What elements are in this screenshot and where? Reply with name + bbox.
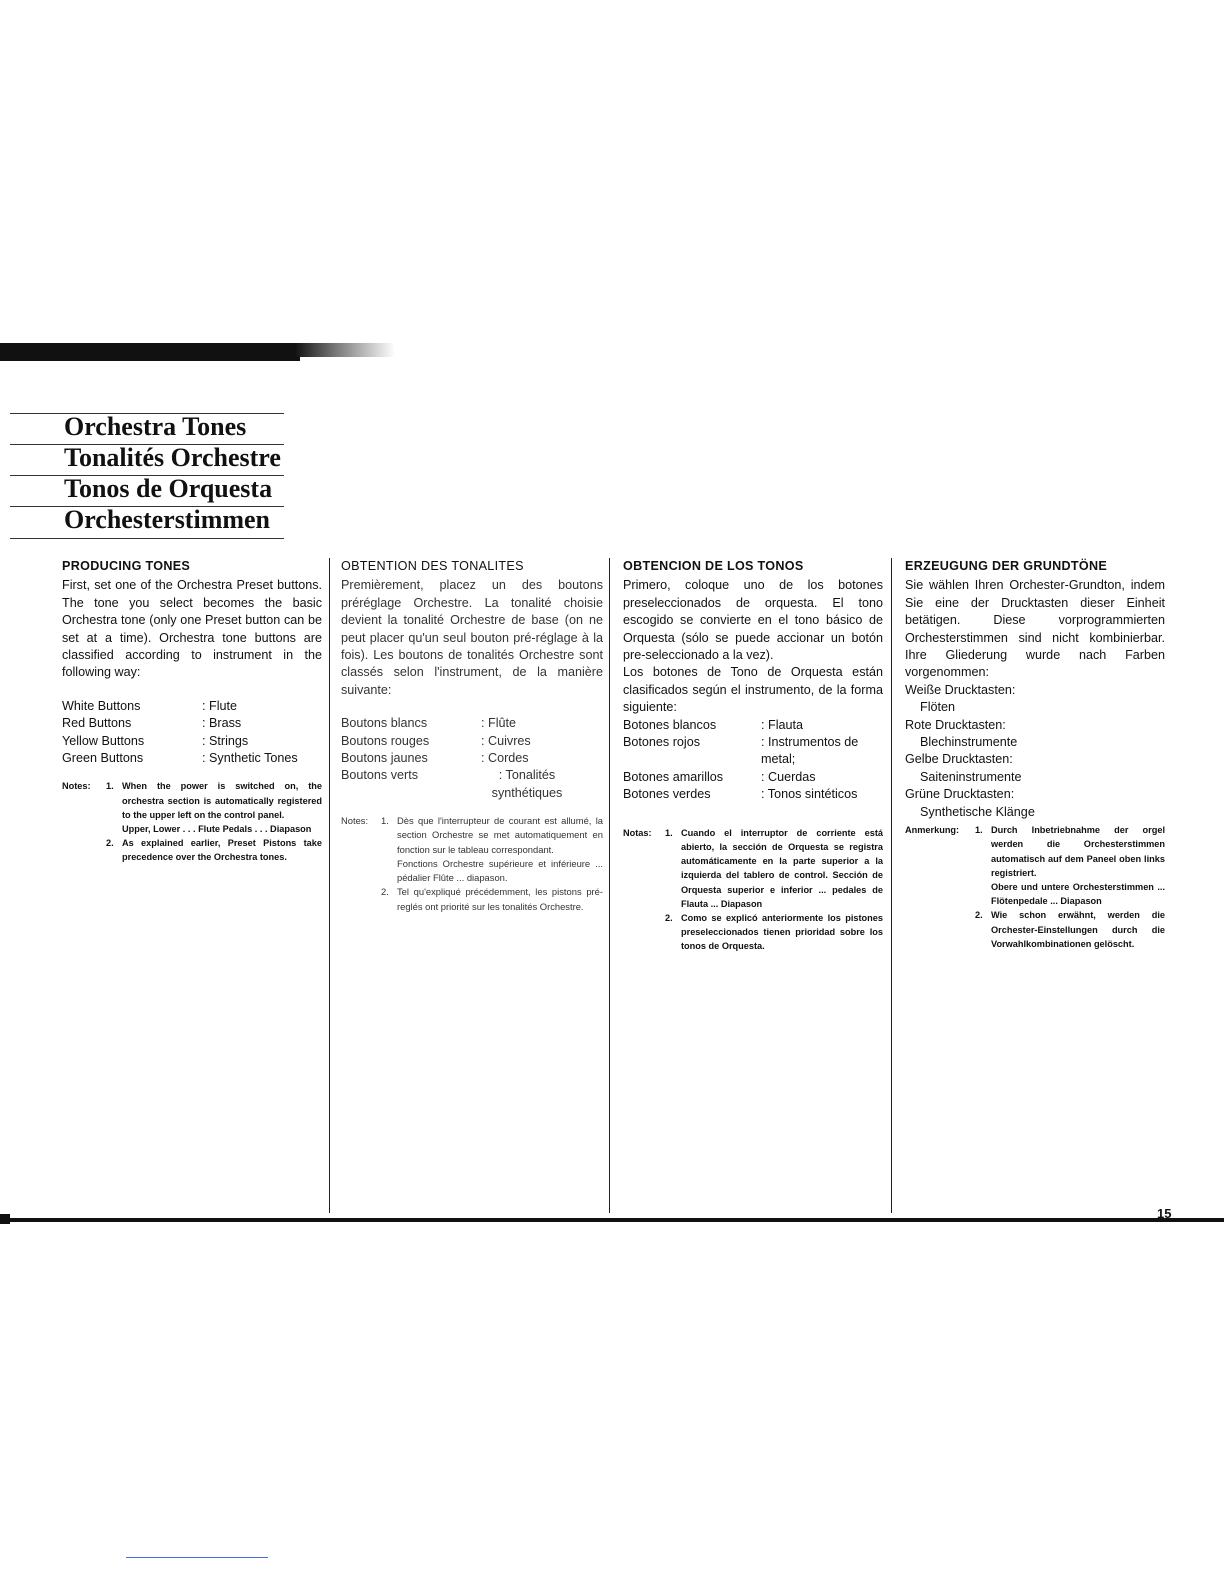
english-column: [62, 558, 322, 865]
notes-label: Notas:: [623, 827, 652, 838]
list-item: [341, 715, 603, 732]
list-value: : Cuerdas: [761, 769, 816, 784]
list-item: [62, 715, 322, 732]
section-heading: OBTENCION DE LOS TONOS: [623, 559, 804, 573]
list-key: Boutons verts: [341, 768, 419, 783]
list-value: Synthetische Klänge: [920, 804, 1035, 819]
list-key: Botones blancos: [623, 717, 717, 732]
top-decorative-bar: [0, 343, 395, 367]
button-color-list: [62, 698, 322, 768]
notes-block: [623, 826, 883, 954]
list-key: Botones verdes: [623, 787, 711, 802]
list-key: Gelbe Drucktasten:: [905, 752, 1013, 767]
french-column: [341, 558, 603, 914]
note-2: Como se explicó anteriormente los pistones preseleccionados tienen prioridad sobre los tonos de Orquesta.: [681, 912, 883, 952]
list-key: White Buttons: [62, 698, 141, 713]
list-key: Red Buttons: [62, 716, 132, 731]
note-2: As explained earlier, Preset Pistons take precedence over the Orchestra tones.: [122, 838, 322, 863]
list-item: [623, 786, 883, 803]
list-value: : Instrumentos de metal;: [761, 735, 859, 767]
column-divider: [329, 558, 330, 1213]
note-1b: Upper, Lower . . . Flute Pedals . . . Diapason: [122, 824, 312, 835]
list-value: : Synthetic Tones: [202, 751, 298, 766]
notes-block: [341, 814, 603, 913]
title-spanish: [0, 470, 300, 501]
title-bottom-rule: [10, 538, 284, 539]
list-key: Boutons jaunes: [341, 751, 428, 766]
top-bar-fade: [295, 343, 395, 357]
german-column: [905, 558, 1165, 951]
note-text: [122, 779, 322, 836]
list-value: Saiteninstrumente: [920, 769, 1022, 784]
list-item: [341, 733, 603, 750]
list-value: : Strings: [202, 733, 249, 748]
list-key: Grüne Drucktasten:: [905, 787, 1015, 802]
list-item: [62, 750, 322, 767]
list-item: [341, 767, 603, 802]
notes-label: Notes:: [341, 815, 369, 827]
title-text: Tonos de Orquesta: [64, 474, 273, 503]
list-value: : Tonos sintéticos: [761, 787, 858, 802]
section-heading: ERZEUGUNG DER GRUNDTÖNE: [905, 559, 1108, 573]
page-number: 15: [1157, 1206, 1172, 1221]
note-1: Dès que l'interrupteur de courant est allumé, la section Orchestre se met automatiquement en fonction sur le tableau correspondant.: [397, 815, 603, 855]
list-value: : Cuivres: [481, 733, 531, 748]
notes-label: Notes:: [62, 781, 91, 792]
section-heading: OBTENTION DES TONALITES: [341, 559, 524, 573]
note-text: [397, 814, 603, 885]
note-1b: Obere und untere Orchesterstimmen ... Flötenpedale ... Diapason: [991, 881, 1165, 907]
notes-label: Anmerkung:: [905, 825, 960, 836]
title-german: [0, 501, 300, 532]
note-1b: Fonctions Orchestre supérieure et inférieure ... pédalier Flûte ... diapason.: [397, 857, 603, 884]
list-item: [62, 733, 322, 750]
list-value: Flöten: [920, 700, 956, 715]
note-number: 1.: [665, 827, 673, 838]
list-key: Rote Drucktasten:: [905, 717, 1006, 732]
note-number: 2.: [975, 910, 983, 921]
note-2: Wie schon erwähnt, werden die Orchester-Einstellungen durch die Vorwahlkombinationen gelöscht.: [991, 910, 1165, 949]
column-divider: [891, 558, 892, 1213]
title-block: [0, 408, 300, 532]
list-item: [62, 698, 322, 715]
note-number: 2.: [665, 912, 673, 923]
title-text: Orchestra Tones: [64, 412, 247, 441]
note-number: 2.: [106, 838, 114, 849]
top-bar-solid: [0, 343, 300, 361]
list-key: Weiße Drucktasten:: [905, 682, 1016, 697]
list-item: [623, 769, 883, 786]
list-key: Boutons blancs: [341, 716, 428, 731]
note-text: [991, 823, 1165, 908]
title-french: [0, 439, 300, 470]
body-text: First, set one of the Orchestra Preset buttons. The tone you select becomes the basic Orchestra tone (only one Preset button can be set at a time). Orchestra tone buttons are classified according to instrument in the following way:: [62, 578, 322, 680]
note-number: 1.: [975, 825, 983, 836]
spanish-column: [623, 558, 883, 954]
column-divider: [609, 558, 610, 1213]
list-item: [623, 734, 883, 769]
title-text: Tonalités Orchestre: [64, 443, 281, 472]
list-value: Blechinstrumente: [920, 735, 1018, 750]
list-value: : Flauta: [761, 717, 803, 732]
note-1: When the power is switched on, the orchestra section is automatically registered to the upper left on the control panel.: [122, 781, 322, 820]
list-value: : Tonalités synthétiques: [491, 768, 563, 800]
list-value: : Brass: [202, 716, 242, 731]
bottom-rule: [0, 1218, 1224, 1222]
note-1: Durch Inbetriebnahme der orgel werden die Orchesterstimmen automatisch auf dem Paneel oben links registriert.: [991, 825, 1165, 878]
body-text: Sie wählen Ihren Orchester-Grundton, indem Sie eine der Drucktasten dieser Einheit betätigen. Diese vorprogrammierten Orchesterstimmen sind nicht kombinierbar. Ihre Gliederung wurde nach Farben vorgenommen:: [905, 578, 1165, 680]
list-key: Botones rojos: [623, 735, 701, 750]
note-number: 2.: [381, 886, 389, 898]
list-key: Yellow Buttons: [62, 733, 145, 748]
body-text-2: Los botones de Tono de Orquesta están clasificados según el instrumento, de la forma siguiente:: [623, 665, 883, 715]
title-english: [0, 408, 300, 439]
list-value: : Flûte: [481, 716, 516, 731]
notes-block: [62, 779, 322, 864]
list-value: : Flute: [202, 698, 237, 713]
list-key: Botones amarillos: [623, 769, 724, 784]
list-item: [623, 717, 883, 734]
note-2: Tel qu'expliqué précédemment, les pistons pré-reglés ont priorité sur les tonalités Orchestre.: [397, 886, 603, 912]
body-text: Premièrement, placez un des boutons préréglage Orchestre. La tonalité choisie devient la tonalité Orchestre de base (on ne peut placer qu'un seul bouton pré-réglage à la fois). Les boutons de tonalités Orchestre sont classés selon l'instrument, de la manière suivante:: [341, 578, 603, 697]
note-number: 1.: [106, 781, 114, 792]
note-number: 1.: [381, 815, 389, 827]
body-text: Primero, coloque uno de los botones preseleccionados de orquesta. El tono escogido se convierte en el tono básico de Orquesta (sólo se puede accionar un botón pre-seleccionado a la vez).: [623, 578, 883, 663]
button-color-list: [905, 682, 1165, 821]
button-color-list: [623, 717, 883, 804]
list-key: Green Buttons: [62, 751, 144, 766]
scan-artifact-line: [126, 1557, 268, 1558]
title-text: Orchesterstimmen: [64, 505, 271, 534]
section-heading: PRODUCING TONES: [62, 559, 191, 573]
list-item: [341, 750, 603, 767]
note-1: Cuando el interruptor de corriente está abierto, la sección de Orquesta se registra automáticamente en la parte superior a la izquierda del tablero de control. Sección de Orquesta superior e inferior ... pedales de Flauta ... Diapason: [681, 827, 883, 909]
bottom-rule-cap: [0, 1214, 10, 1224]
notes-block: [905, 823, 1165, 951]
list-key: Boutons rouges: [341, 733, 430, 748]
list-value: : Cordes: [481, 751, 529, 766]
button-color-list: [341, 715, 603, 802]
